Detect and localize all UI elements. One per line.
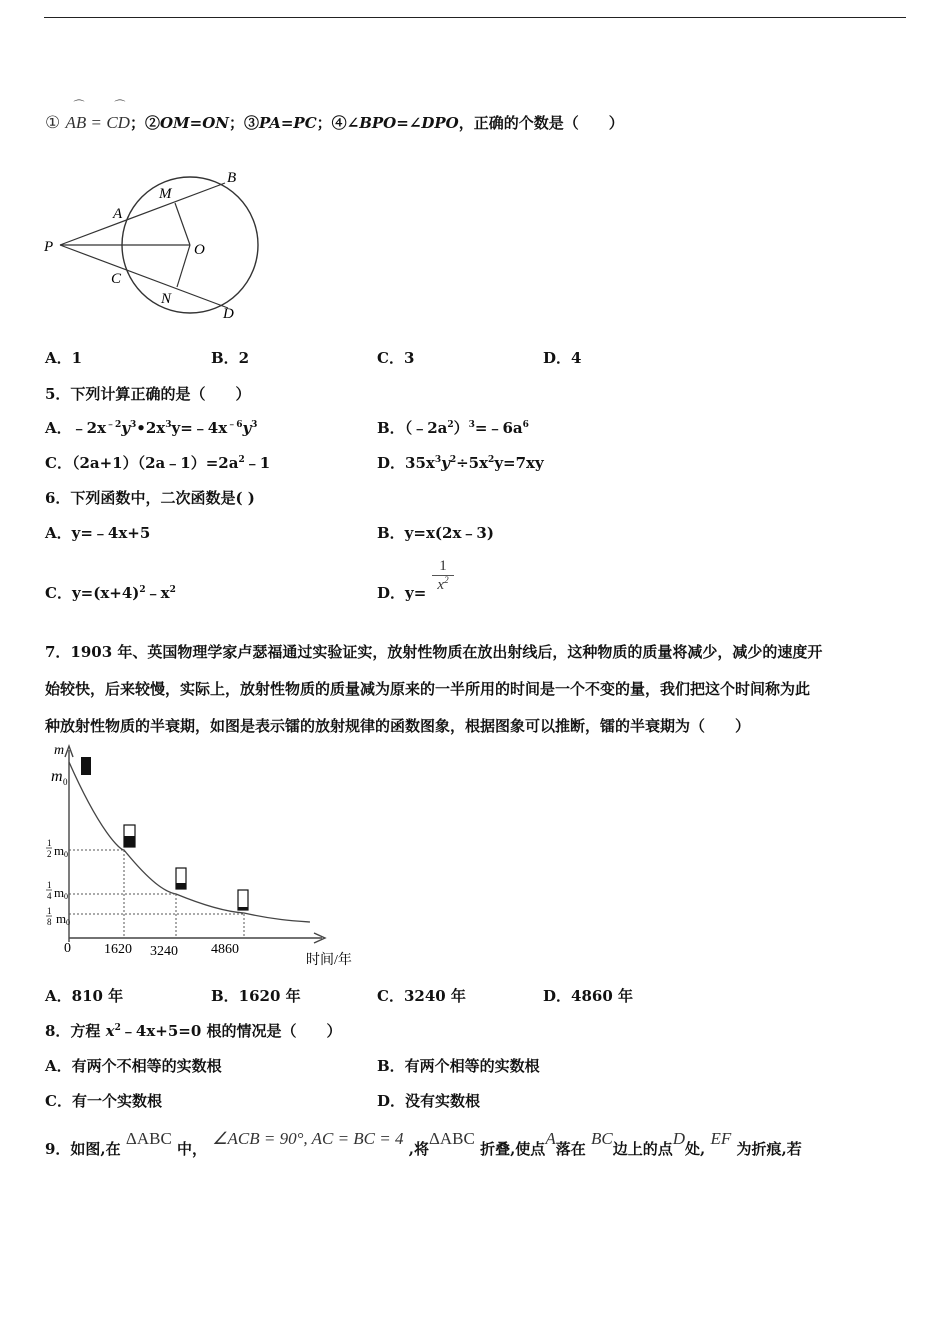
arc-ab-label: AB	[65, 113, 87, 132]
q8-exp: 2	[114, 1023, 121, 1033]
statement-4a: ∠BPO=	[346, 114, 409, 132]
eighth-den: 8	[47, 917, 52, 927]
q6-d-fraction	[432, 557, 454, 594]
label-d: D	[223, 306, 234, 322]
q9-condition: ∠ACB = 90°, AC = BC = 4	[212, 1129, 404, 1148]
half-sub: 0	[64, 850, 68, 859]
q9-segment-ef: EF	[710, 1129, 732, 1148]
quarter-sub: 0	[64, 892, 68, 901]
label-p: P	[44, 239, 54, 255]
label-a: A	[113, 206, 123, 222]
q9-point-d: D	[672, 1129, 685, 1148]
q5-b-e1: 2	[447, 420, 454, 430]
label-b: B	[227, 170, 237, 186]
half-num: 1	[47, 838, 52, 848]
q7-decay-graph	[40, 742, 370, 972]
eighth-m: m	[56, 911, 67, 926]
q5-a-e5: 3	[251, 420, 258, 430]
q4-tail: ，正确的个数是（ ）	[458, 114, 624, 132]
q5-c-p1: （2a+1）（2a﹣1）=2a	[71, 454, 239, 472]
q9-p5: 落在	[555, 1140, 586, 1158]
q6-d-numerator: 1	[439, 558, 447, 574]
half-den: 2	[47, 849, 52, 859]
q5-d-label: D．	[377, 454, 406, 472]
q9-p7: 处,	[684, 1140, 706, 1158]
q9-point-a: A	[545, 1129, 556, 1148]
q8-p1: 8．方程	[45, 1022, 106, 1040]
label-n: N	[161, 291, 172, 307]
origin-label: 0	[64, 941, 71, 956]
q5-a-p5: y	[242, 419, 252, 437]
line-on	[177, 245, 190, 287]
q5-stem: 5．下列计算正确的是（ ）	[45, 385, 251, 403]
q5-c-p2: ﹣1	[244, 454, 271, 472]
q5-option-d[interactable]	[377, 452, 544, 473]
q5-d-e3: 2	[488, 455, 495, 465]
q5-a-p3: •2x	[136, 419, 166, 437]
q7-line-1: 7．1903 年、英国物理学家卢瑟福通过实验证实，放射性物质在放出射线后，这种物质的质量将减少，减少的速度开	[45, 643, 823, 661]
x-tick-4860: 4860	[211, 942, 239, 957]
quarter-den: 4	[47, 891, 52, 901]
statement-4b: ∠DPO	[408, 114, 459, 132]
sample-half-fill	[124, 836, 135, 847]
half-m: m	[54, 843, 65, 858]
q6-d-denominator	[432, 575, 454, 594]
q6-option-a[interactable]: A．y=﹣4x+5	[45, 524, 151, 542]
q9-p3: ,将	[408, 1140, 429, 1158]
line-pb	[60, 183, 225, 245]
eighth-sub: 0	[66, 918, 70, 927]
label-c: C	[111, 271, 122, 287]
statement-3: PA=PC	[259, 114, 317, 132]
q5-c-label: C．	[45, 454, 72, 472]
arc-cd-label: CD	[106, 113, 130, 132]
q9-triangle-2: ΔABC	[428, 1129, 475, 1148]
circle-one: ①	[45, 113, 61, 132]
q5-a-e1: ﹣2	[106, 420, 122, 430]
q6-c-p2: ﹣x	[145, 584, 170, 602]
q4-option-c[interactable]: C．3	[377, 349, 415, 367]
q4-option-a[interactable]: A．1	[45, 349, 83, 367]
q5-d-e2: 2	[449, 455, 457, 465]
q9-triangle-1: ΔABC	[125, 1129, 172, 1148]
x-axis-label: 时间/年	[306, 953, 352, 968]
quarter-num: 1	[47, 880, 52, 890]
q9-p8: 为折痕,若	[736, 1140, 802, 1158]
q5-b-label: B．	[377, 419, 405, 437]
q5-c-e1: 2	[238, 455, 245, 465]
q5-b-p1: （﹣2a	[404, 419, 448, 437]
m0-subscript: 0	[63, 777, 68, 787]
q5-a-e2: 3	[130, 420, 137, 430]
sample-full	[81, 757, 91, 775]
q6-option-c[interactable]	[45, 582, 176, 603]
q6-c-e2: 2	[169, 585, 176, 595]
sample-eighth-fill	[238, 907, 248, 910]
q4-circle-figure	[40, 165, 270, 325]
q7-option-b[interactable]: B．1620 年	[211, 987, 301, 1005]
q6-option-d[interactable]	[377, 582, 426, 603]
q5-b-e3: 6	[522, 420, 529, 430]
sep-4: ；④	[316, 114, 347, 132]
q5-d-p1: 35x	[405, 454, 435, 472]
q5-b-e2: 3	[468, 420, 475, 430]
statement-2: OM=ON	[159, 114, 229, 132]
q7-paragraph	[45, 634, 905, 745]
q9-stem	[45, 1129, 802, 1159]
label-m: M	[159, 186, 172, 202]
q5-a-label: A．	[45, 419, 72, 437]
q8-option-a[interactable]: A．有两个不相等的实数根	[45, 1057, 222, 1075]
x-tick-3240: 3240	[150, 944, 178, 959]
q9-p4: 折叠,使点	[480, 1140, 546, 1158]
q6-c-p1: C．y=(x+4)	[45, 584, 140, 602]
q5-a-e4: ﹣6	[227, 420, 243, 430]
decay-curve	[69, 762, 310, 922]
q5-b-p2: ）	[453, 419, 469, 437]
q8-p2: ﹣4x+5=0 根的情况是（ ）	[120, 1022, 342, 1040]
q5-a-e3: 3	[165, 420, 172, 430]
q5-option-c[interactable]	[45, 452, 270, 473]
sample-quarter-fill	[176, 883, 186, 889]
q9-p2: 中，	[177, 1140, 208, 1158]
q6-option-b[interactable]: B．y=x(2x﹣3)	[377, 524, 494, 542]
equals-sign: =	[91, 113, 102, 132]
q7-line-3: 种放射性物质的半衰期，如图是表示镭的放射规律的函数图象，根据图象可以推断，镭的半衰期为（ ）	[45, 717, 751, 735]
q9-p6: 边上的点	[612, 1140, 673, 1158]
sep-3: ；③	[229, 114, 260, 132]
line-om	[175, 203, 190, 245]
quarter-m: m	[54, 885, 65, 900]
q5-d-p2: y	[441, 454, 450, 472]
q4-option-d[interactable]: D．4	[543, 349, 582, 367]
q7-option-a[interactable]: A．810 年	[45, 987, 124, 1005]
y-axis-label: m	[54, 743, 65, 758]
q9-p1: 9．如图,在	[45, 1140, 121, 1158]
q8-option-b[interactable]: B．有两个相等的实数根	[377, 1057, 540, 1075]
q8-option-d[interactable]: D．没有实数根	[377, 1092, 481, 1110]
label-o: O	[194, 242, 205, 258]
q7-line-2: 始较快，后来较慢，实际上，放射性物质的质量减为原来的一半所用的时间是一个不变的量，我们把这个时间称为此	[45, 680, 811, 698]
m0-label: m	[51, 768, 63, 785]
q6-stem: 6．下列函数中，二次函数是( )	[45, 489, 255, 507]
q5-b-p3: =﹣6a	[474, 419, 523, 437]
q8-var: x	[105, 1022, 115, 1040]
eighth-num: 1	[47, 906, 52, 916]
q4-statements	[45, 99, 624, 133]
header-rule	[44, 17, 906, 18]
q5-a-p4: y=﹣4x	[171, 419, 228, 437]
q7-option-c[interactable]: C．3240 年	[377, 987, 466, 1005]
arc-cd: ⌒ CD	[106, 99, 130, 132]
sep-2: ；②	[129, 114, 160, 132]
q5-option-b[interactable]	[377, 417, 529, 438]
x-tick-1620: 1620	[104, 942, 132, 957]
q6-d-den-exp: 2	[444, 575, 449, 585]
q5-d-p4: y=7xy	[494, 454, 544, 472]
q5-option-a[interactable]	[45, 417, 257, 438]
q7-option-d[interactable]: D．4860 年	[543, 987, 633, 1005]
q5-a-p2: y	[121, 419, 131, 437]
q8-stem	[45, 1020, 342, 1041]
q5-d-p3: ÷5x	[456, 454, 489, 472]
q6-c-e1: 2	[139, 585, 146, 595]
q6-d-den-var: x	[437, 577, 445, 593]
q9-segment-bc: BC	[590, 1129, 613, 1148]
q5-a-p1: ﹣2x	[71, 419, 107, 437]
arc-ab: ⌒ AB	[65, 99, 87, 132]
q6-d-p1: D．y=	[377, 584, 427, 602]
q5-d-e1: 3	[434, 455, 442, 465]
q4-option-b[interactable]: B．2	[211, 349, 250, 367]
q8-option-c[interactable]: C．有一个实数根	[45, 1092, 162, 1110]
